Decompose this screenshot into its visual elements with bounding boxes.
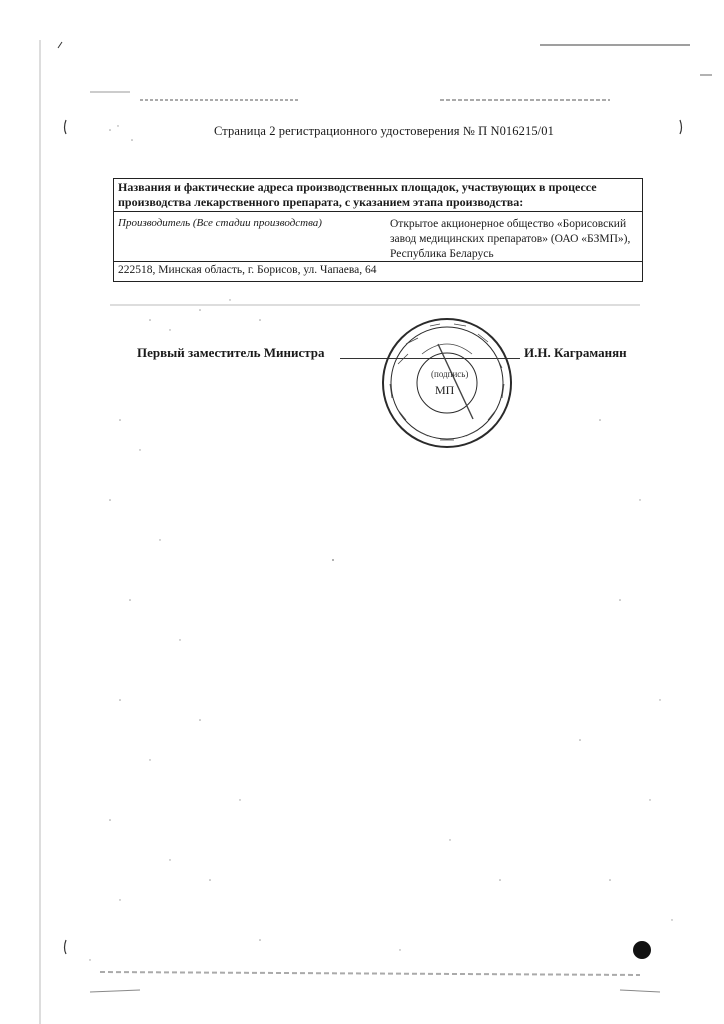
producer-name-line-2: завод медицинских препаратов» (ОАО «БЗМП»),: [390, 233, 631, 245]
table-heading-line-1: Названия и фактические адреса производственных площадок, участвующих в процессе: [118, 180, 597, 194]
producer-name: [390, 217, 640, 262]
table-heading: [114, 179, 642, 212]
scan-dot-mark: [633, 941, 651, 959]
producer-name-line-3: Республика Беларусь: [390, 248, 494, 260]
signatory-position: Первый заместитель Министра: [137, 345, 325, 360]
producer-role: Производитель (Все стадии производства): [118, 217, 322, 229]
producer-address: 222518, Минская область, г. Борисов, ул. Чапаева, 64: [118, 264, 377, 276]
signatory-name: И.Н. Каграманян: [524, 345, 627, 360]
official-seal: [378, 314, 516, 452]
table-heading-line-2: производства лекарственного препарата, с указанием этапа производства:: [118, 195, 524, 209]
producer-row: [114, 212, 642, 262]
seal-sub-text: (подпись): [431, 369, 469, 379]
seal-center-text: МП: [435, 383, 455, 397]
production-sites-table: [113, 178, 643, 282]
producer-name-line-1: Открытое акционерное общество «Борисовский: [390, 218, 627, 230]
page-header: Страница 2 регистрационного удостоверения № П N016215/01: [214, 124, 554, 138]
